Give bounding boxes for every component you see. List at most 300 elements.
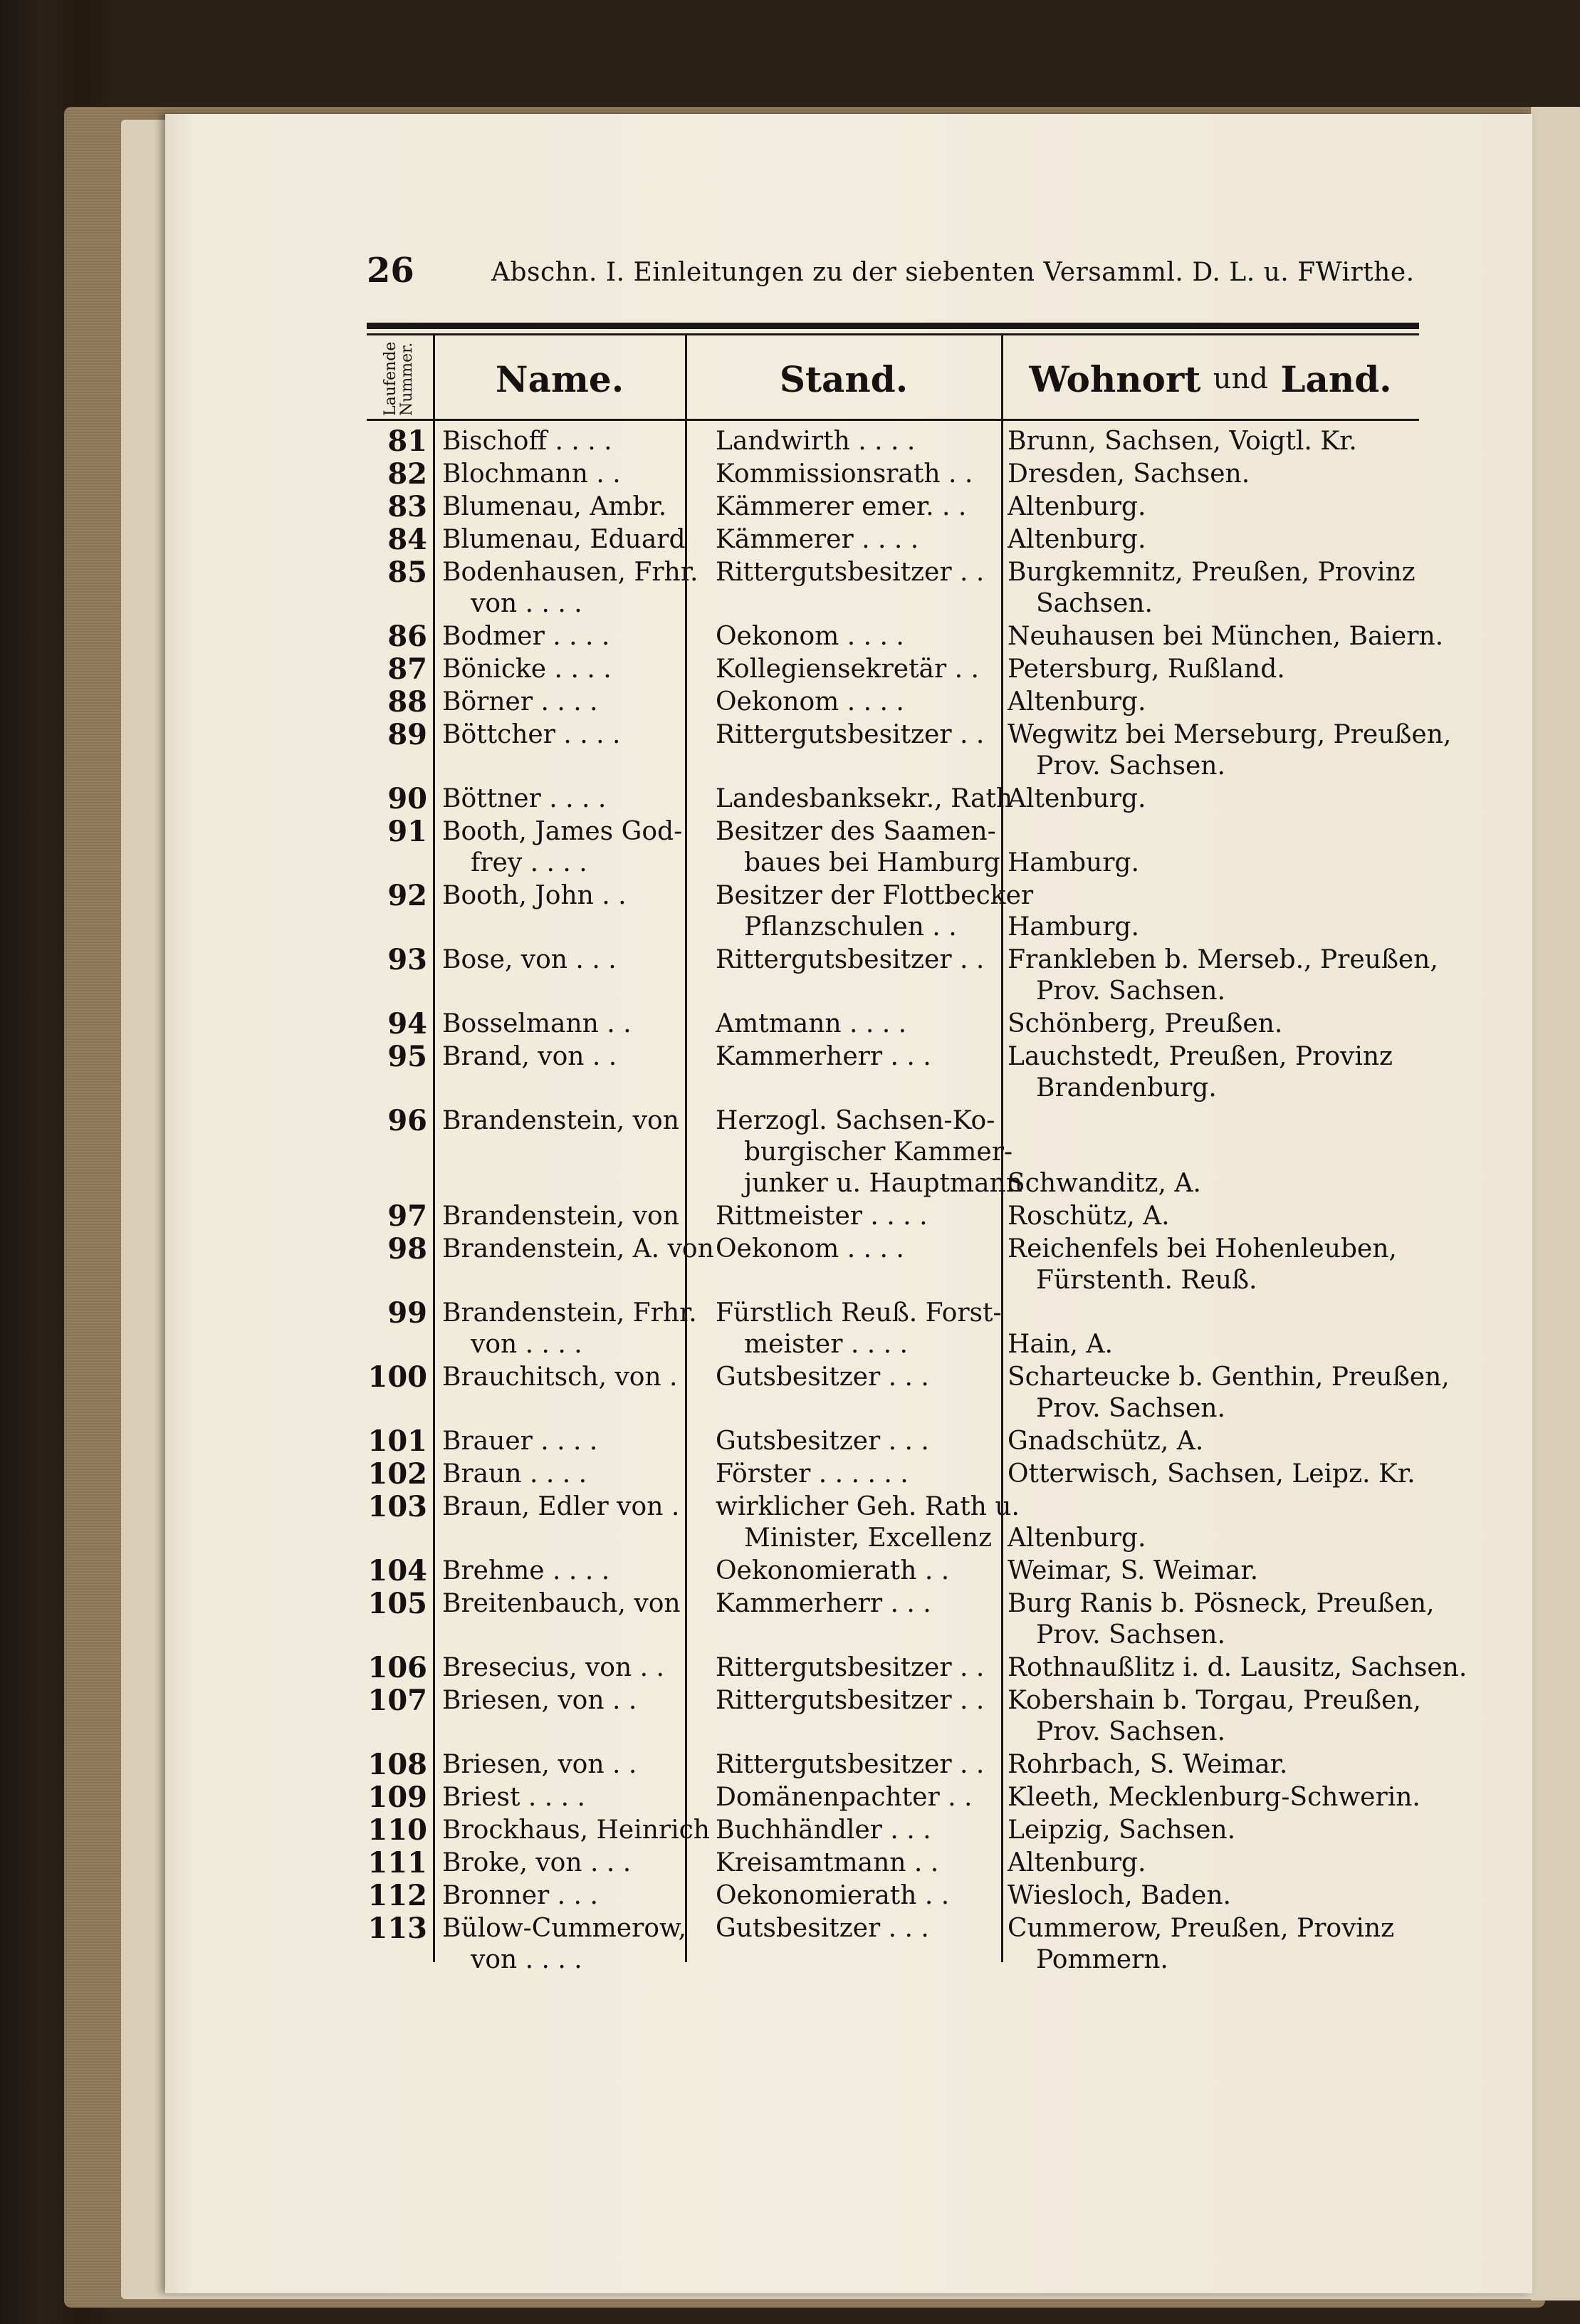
column-header-name: Name. bbox=[495, 358, 624, 400]
entry-stand bbox=[716, 1880, 993, 1912]
entry-stand-line: Gutsbesitzer . . . bbox=[716, 1427, 929, 1456]
table-row bbox=[367, 1234, 1419, 1296]
entry-wohnort bbox=[1008, 1588, 1435, 1651]
entry-number bbox=[367, 1362, 427, 1393]
entry-number bbox=[367, 1880, 427, 1912]
entry-wohnort bbox=[1008, 1782, 1435, 1813]
entry-number-line: 104 bbox=[367, 1554, 427, 1588]
table-row bbox=[367, 1201, 1419, 1232]
entry-number bbox=[367, 1556, 427, 1587]
entry-name-line: Brandenstein, A. von bbox=[442, 1234, 714, 1263]
entry-name-line: Briesen, von . . bbox=[442, 1686, 637, 1715]
table-row bbox=[367, 1815, 1419, 1846]
entry-name-line: Bischoff . . . . bbox=[442, 427, 612, 456]
entry-stand-line: Besitzer des Saamen- bbox=[716, 817, 996, 846]
table-row bbox=[367, 1848, 1419, 1879]
entry-number bbox=[367, 944, 427, 976]
entry-number-line: 84 bbox=[387, 523, 427, 556]
entry-stand-line: Rittergutsbesitzer . . bbox=[716, 945, 985, 974]
table-row bbox=[367, 1041, 1419, 1104]
entry-number bbox=[367, 1749, 427, 1781]
entry-name-line: Blumenau, Eduard bbox=[442, 525, 686, 554]
table-row bbox=[367, 1009, 1419, 1040]
entry-name bbox=[442, 1749, 691, 1781]
entry-name-line: Booth, James God- bbox=[442, 817, 683, 846]
entry-number bbox=[367, 654, 427, 685]
entry-wohnort bbox=[1008, 1041, 1435, 1104]
table-row bbox=[367, 1685, 1419, 1748]
entry-stand-line: Oekonom . . . . bbox=[716, 687, 904, 717]
entry-name bbox=[442, 1685, 691, 1716]
header-rule bbox=[367, 419, 1419, 421]
entry-name-line: Bosselmann . . bbox=[442, 1009, 632, 1038]
entry-stand-line: Oekonom . . . . bbox=[716, 622, 904, 651]
entry-number bbox=[367, 1201, 427, 1232]
entry-stand-line: Besitzer der Flottbecker bbox=[716, 881, 1034, 910]
entry-name bbox=[442, 459, 691, 490]
entry-stand bbox=[716, 687, 993, 718]
entry-number bbox=[367, 1105, 427, 1137]
table-row bbox=[367, 1426, 1419, 1457]
entry-wohnort-line: Neuhausen bei München, Baiern. bbox=[1008, 622, 1444, 651]
entry-name bbox=[442, 1234, 714, 1265]
entry-wohnort-line: Hamburg. bbox=[1008, 912, 1139, 942]
entry-wohnort bbox=[1008, 816, 1435, 879]
entry-wohnort bbox=[1008, 783, 1435, 815]
entry-name-line: Brandenstein, Frhr. bbox=[442, 1298, 697, 1328]
entry-wohnort bbox=[1008, 1105, 1435, 1199]
entry-name-line: Blumenau, Ambr. bbox=[442, 492, 667, 521]
entry-wohnort-line: Altenburg. bbox=[1008, 1848, 1146, 1877]
entry-stand bbox=[716, 1685, 993, 1716]
entry-name bbox=[442, 1556, 691, 1587]
entry-stand-line: Rittergutsbesitzer . . bbox=[716, 720, 985, 749]
table-row bbox=[367, 620, 1444, 653]
entry-name bbox=[442, 1848, 691, 1879]
entry-wohnort bbox=[1008, 491, 1435, 523]
entry-wohnort-line: Prov. Sachsen. bbox=[1036, 751, 1225, 781]
entry-name bbox=[442, 426, 691, 457]
entry-name-line: Brauer . . . . bbox=[442, 1427, 598, 1456]
entry-name-line: Bodmer . . . . bbox=[442, 622, 610, 651]
entry-wohnort bbox=[1008, 459, 1435, 490]
entry-stand bbox=[716, 783, 1013, 815]
entry-wohnort-line: Fürstenth. Reuß. bbox=[1036, 1266, 1257, 1295]
entry-stand-line: Fürstlich Reuß. Forst- bbox=[716, 1298, 1002, 1328]
entry-number bbox=[367, 1782, 427, 1813]
table-row bbox=[367, 426, 1419, 457]
entry-number-line: 89 bbox=[387, 718, 427, 751]
entry-name bbox=[442, 1426, 691, 1457]
entry-wohnort-line: Prov. Sachsen. bbox=[1036, 976, 1225, 1006]
entry-number-line: 83 bbox=[387, 490, 427, 523]
entry-name bbox=[442, 1782, 691, 1813]
entry-stand bbox=[716, 1782, 993, 1813]
entry-number bbox=[367, 687, 427, 718]
entry-number-line: 106 bbox=[367, 1651, 427, 1684]
facing-page-edge bbox=[1531, 107, 1580, 2300]
entry-stand bbox=[716, 1848, 993, 1879]
entry-stand bbox=[716, 1234, 993, 1265]
entry-stand bbox=[716, 944, 993, 976]
table-row bbox=[367, 880, 1419, 943]
entry-wohnort bbox=[1008, 1426, 1435, 1457]
entry-stand bbox=[716, 1201, 993, 1232]
entry-wohnort-line: Hain, A. bbox=[1008, 1330, 1113, 1359]
entry-number-line: 86 bbox=[387, 620, 427, 653]
entry-number-line: 100 bbox=[367, 1360, 427, 1394]
entry-wohnort-line: Rohrbach, S. Weimar. bbox=[1008, 1750, 1288, 1779]
entry-name-line: Braun, Edler von . bbox=[442, 1492, 680, 1521]
entry-name-line: Brehme . . . . bbox=[442, 1556, 610, 1585]
entry-stand-line: Rittergutsbesitzer . . bbox=[716, 558, 985, 587]
entry-wohnort-line: Brunn, Sachsen, Voigtl. Kr. bbox=[1008, 427, 1357, 456]
entry-wohnort-line: Roschütz, A. bbox=[1008, 1202, 1170, 1231]
entry-stand-line: Gutsbesitzer . . . bbox=[716, 1362, 929, 1392]
entry-name-line: Bose, von . . . bbox=[442, 945, 617, 974]
entry-name-line: Bülow-Cummerow, bbox=[442, 1914, 686, 1943]
table-row bbox=[367, 459, 1419, 490]
entry-wohnort bbox=[1008, 1009, 1435, 1040]
entry-name bbox=[442, 816, 691, 879]
entry-stand bbox=[716, 816, 1000, 879]
entry-wohnort-line: Petersburg, Rußland. bbox=[1008, 655, 1285, 684]
entry-wohnort bbox=[1008, 654, 1435, 685]
entry-wohnort bbox=[1008, 1848, 1435, 1879]
entry-wohnort-line: Altenburg. bbox=[1008, 1523, 1146, 1553]
entry-name bbox=[442, 687, 691, 718]
entry-wohnort-line: Burg Ranis b. Pösneck, Preußen, bbox=[1008, 1589, 1435, 1618]
entry-stand-line: Kollegiensekretär . . bbox=[716, 655, 980, 684]
entry-wohnort-line: Kleeth, Mecklenburg-Schwerin. bbox=[1008, 1783, 1421, 1812]
entry-number bbox=[367, 1588, 427, 1620]
entry-number bbox=[367, 719, 427, 751]
entry-stand-line: junker u. Hauptmann bbox=[744, 1169, 1022, 1198]
entry-stand bbox=[716, 1815, 993, 1846]
entry-wohnort bbox=[1008, 1913, 1435, 1976]
entry-stand-line: baues bei Hamburg bbox=[744, 848, 1000, 877]
entry-name bbox=[442, 944, 691, 976]
entry-stand bbox=[716, 719, 993, 751]
entry-name bbox=[442, 1201, 691, 1232]
entry-stand bbox=[716, 1426, 993, 1457]
entry-stand-line: Gutsbesitzer . . . bbox=[716, 1914, 929, 1943]
entry-name-line: Blochmann . . bbox=[442, 459, 621, 489]
entry-name bbox=[442, 880, 691, 912]
entry-wohnort bbox=[1008, 1201, 1435, 1232]
entry-name bbox=[442, 1913, 691, 1976]
entry-wohnort-line: Pommern. bbox=[1036, 1945, 1168, 1974]
entry-wohnort-line: Altenburg. bbox=[1008, 687, 1146, 717]
entry-stand-line: wirklicher Geh. Rath u. bbox=[716, 1492, 1020, 1521]
entry-wohnort-line: Leipzig, Sachsen. bbox=[1008, 1815, 1236, 1845]
entry-name bbox=[442, 654, 691, 685]
entry-stand bbox=[716, 1105, 1022, 1199]
entry-number-line: 94 bbox=[387, 1007, 427, 1041]
entry-stand-line: Kreisamtmann . . bbox=[716, 1848, 939, 1877]
entry-name-line: von . . . . bbox=[471, 1945, 582, 1974]
entry-number bbox=[367, 1652, 427, 1684]
entry-wohnort bbox=[1008, 1749, 1435, 1781]
entry-name bbox=[442, 491, 691, 523]
entry-number bbox=[367, 1815, 427, 1846]
column-header-number: Laufende Nummer. bbox=[381, 341, 416, 417]
entry-stand bbox=[716, 1041, 993, 1073]
entry-number-line: 107 bbox=[367, 1684, 427, 1717]
entry-name-line: von . . . . bbox=[471, 589, 582, 618]
table-row bbox=[367, 524, 1419, 556]
entry-stand-line: Rittergutsbesitzer . . bbox=[716, 1653, 985, 1682]
entry-stand-line: Förster . . . . . . bbox=[716, 1459, 909, 1489]
table-row bbox=[367, 1587, 1435, 1651]
entry-wohnort-line: Brandenburg. bbox=[1036, 1073, 1217, 1103]
entry-stand-line: Oekonomierath . . bbox=[716, 1556, 950, 1585]
entry-name bbox=[442, 524, 691, 556]
entry-number-line: 87 bbox=[387, 652, 427, 686]
table-row bbox=[367, 1749, 1419, 1781]
entry-name-line: Briesen, von . . bbox=[442, 1750, 637, 1779]
table-row bbox=[367, 1913, 1419, 1976]
entry-number-line: 88 bbox=[387, 685, 427, 719]
entry-name-line: Börner . . . . bbox=[442, 687, 598, 717]
table-row bbox=[367, 557, 1419, 620]
entry-stand bbox=[716, 621, 993, 652]
entry-wohnort-line: Rothnaußlitz i. d. Lausitz, Sachsen. bbox=[1008, 1653, 1467, 1682]
entry-number bbox=[367, 426, 427, 457]
entry-wohnort-line: Prov. Sachsen. bbox=[1036, 1394, 1225, 1423]
table-row bbox=[367, 943, 1438, 1007]
page-number: 26 bbox=[367, 251, 414, 291]
entry-number-line: 109 bbox=[367, 1781, 427, 1814]
entry-number-line: 81 bbox=[387, 424, 427, 458]
entry-stand-line: Landwirth . . . . bbox=[716, 427, 916, 456]
table-row bbox=[367, 1491, 1419, 1554]
column-header-wohnort-word: Wohnort bbox=[1029, 358, 1201, 400]
entry-number-line: 82 bbox=[387, 457, 427, 491]
entry-name bbox=[442, 783, 691, 815]
running-header bbox=[367, 251, 1477, 293]
table-row bbox=[367, 1556, 1419, 1587]
entry-wohnort bbox=[1008, 880, 1435, 943]
entry-stand bbox=[716, 1913, 993, 1944]
entry-wohnort-line: Schönberg, Preußen. bbox=[1008, 1009, 1283, 1038]
entry-number bbox=[367, 621, 427, 652]
entry-stand bbox=[716, 1362, 993, 1393]
entry-number-line: 85 bbox=[387, 556, 427, 589]
entry-wohnort bbox=[1008, 1491, 1435, 1554]
entry-stand-line: Rittergutsbesitzer . . bbox=[716, 1750, 985, 1779]
entry-stand bbox=[716, 1749, 993, 1781]
entry-stand-line: Rittmeister . . . . bbox=[716, 1202, 928, 1231]
entry-name-line: Brockhaus, Heinrich bbox=[442, 1815, 710, 1845]
entry-wohnort-line: Schwanditz, A. bbox=[1008, 1169, 1201, 1198]
entry-stand-line: Herzogl. Sachsen-Ko- bbox=[716, 1106, 995, 1135]
entry-number bbox=[367, 1491, 427, 1523]
entry-number bbox=[367, 524, 427, 556]
entry-number bbox=[367, 491, 427, 523]
entry-wohnort-line: Frankleben b. Merseb., Preußen, bbox=[1008, 945, 1438, 974]
entry-number-line: 110 bbox=[367, 1813, 427, 1847]
entry-wohnort bbox=[1008, 1362, 1450, 1424]
entry-name-line: Broke, von . . . bbox=[442, 1848, 632, 1877]
entry-number bbox=[367, 459, 427, 490]
entry-name bbox=[442, 1298, 697, 1360]
table-row bbox=[367, 1298, 1419, 1360]
column-header-land: Land. bbox=[1280, 358, 1392, 400]
entry-wohnort bbox=[1008, 1652, 1467, 1684]
entry-name bbox=[442, 621, 691, 652]
entry-stand bbox=[716, 880, 1034, 943]
entry-stand bbox=[716, 1009, 993, 1040]
top-rule-thick bbox=[367, 323, 1419, 329]
entry-wohnort bbox=[1008, 621, 1444, 652]
entry-stand bbox=[716, 491, 993, 523]
entry-stand-line: Kommissionsrath . . bbox=[716, 459, 973, 489]
entry-number bbox=[367, 880, 427, 912]
entry-name bbox=[442, 1009, 691, 1040]
entry-number-line: 99 bbox=[387, 1296, 427, 1330]
entry-wohnort bbox=[1008, 687, 1435, 718]
entry-wohnort-line: Scharteucke b. Genthin, Preußen, bbox=[1008, 1362, 1450, 1392]
entry-number-line: 112 bbox=[367, 1879, 427, 1912]
entry-name-line: Breitenbauch, von bbox=[442, 1589, 681, 1618]
entry-wohnort-line: Hamburg. bbox=[1008, 848, 1139, 877]
entry-stand-line: Oekonomierath . . bbox=[716, 1881, 950, 1910]
entry-number bbox=[367, 1041, 427, 1073]
column-header-stand: Stand. bbox=[779, 358, 909, 400]
entry-name-line: Bodenhausen, Frhr. bbox=[442, 558, 699, 587]
entry-name bbox=[442, 557, 699, 620]
entry-wohnort bbox=[1008, 1234, 1435, 1296]
entry-stand bbox=[716, 1298, 1002, 1360]
top-rule-thin bbox=[367, 333, 1419, 335]
table-row bbox=[367, 654, 1419, 685]
table-row bbox=[367, 816, 1419, 879]
entry-name-line: Brandenstein, von bbox=[442, 1106, 679, 1135]
entry-number-line: 90 bbox=[387, 782, 427, 816]
entry-wohnort-line: Burgkemnitz, Preußen, Provinz bbox=[1008, 558, 1416, 587]
entry-name-line: Briest . . . . bbox=[442, 1783, 585, 1812]
entry-wohnort-line: Cummerow, Preußen, Provinz bbox=[1008, 1914, 1395, 1943]
entry-stand-line: Landesbanksekr., Rath bbox=[716, 784, 1013, 813]
entry-stand-line: Buchhändler . . . bbox=[716, 1815, 931, 1845]
table-row bbox=[367, 1651, 1467, 1684]
table-row bbox=[367, 1360, 1450, 1424]
entry-name bbox=[442, 1880, 691, 1912]
entry-number-line: 92 bbox=[387, 879, 427, 912]
entry-stand-line: Kämmerer . . . . bbox=[716, 525, 919, 554]
entry-number bbox=[367, 1459, 427, 1490]
entry-wohnort-line: Prov. Sachsen. bbox=[1036, 1717, 1225, 1746]
entry-name bbox=[442, 719, 691, 751]
entry-number-line: 103 bbox=[367, 1490, 427, 1523]
entry-name bbox=[442, 1491, 691, 1523]
entry-wohnort bbox=[1008, 1556, 1435, 1587]
entry-name-line: Brauchitsch, von . bbox=[442, 1362, 678, 1392]
entry-wohnort bbox=[1008, 524, 1435, 556]
entry-number bbox=[367, 1234, 427, 1265]
table-row bbox=[367, 491, 1419, 523]
entry-stand bbox=[716, 1459, 993, 1490]
entry-wohnort-line: Wegwitz bei Merseburg, Preußen, bbox=[1008, 720, 1452, 749]
entry-stand bbox=[716, 1556, 993, 1587]
entry-name-line: von . . . . bbox=[471, 1330, 582, 1359]
entry-wohnort bbox=[1008, 557, 1435, 620]
entry-stand bbox=[716, 1491, 1020, 1554]
entry-name-line: Bronner . . . bbox=[442, 1881, 598, 1910]
entry-wohnort-line: Dresden, Sachsen. bbox=[1008, 459, 1250, 489]
entry-wohnort-line: Sachsen. bbox=[1036, 589, 1153, 618]
entry-number bbox=[367, 1426, 427, 1457]
entry-wohnort bbox=[1008, 426, 1435, 457]
entry-stand-line: Kammerherr . . . bbox=[716, 1042, 931, 1071]
entry-stand bbox=[716, 459, 993, 490]
entry-wohnort-line: Prov. Sachsen. bbox=[1036, 1620, 1225, 1650]
table-row bbox=[367, 1459, 1419, 1490]
entry-name-line: Böttcher . . . . bbox=[442, 720, 621, 749]
entry-number-line: 97 bbox=[387, 1199, 427, 1233]
entry-wohnort-line: Gnadschütz, A. bbox=[1008, 1427, 1204, 1456]
entry-stand bbox=[716, 524, 993, 556]
entry-stand bbox=[716, 426, 993, 457]
entry-number-line: 93 bbox=[387, 943, 427, 976]
entry-stand bbox=[716, 557, 993, 588]
entry-stand-line: Minister, Excellenz bbox=[744, 1523, 992, 1553]
entry-wohnort bbox=[1008, 944, 1438, 1007]
entry-stand-line: Domänenpachter . . bbox=[716, 1783, 973, 1812]
entry-wohnort bbox=[1008, 1815, 1435, 1846]
table-row bbox=[367, 1880, 1419, 1912]
entry-number-line: 111 bbox=[367, 1846, 427, 1880]
entry-number bbox=[367, 1009, 427, 1040]
entry-stand-line: Kammerherr . . . bbox=[716, 1589, 931, 1618]
table-row bbox=[367, 1105, 1419, 1199]
column-header-und: und bbox=[1213, 363, 1268, 395]
entry-wohnort-line: Altenburg. bbox=[1008, 784, 1146, 813]
entry-name-line: Böttner . . . . bbox=[442, 784, 607, 813]
entry-wohnort bbox=[1008, 1880, 1435, 1912]
entry-name bbox=[442, 1362, 691, 1393]
entry-wohnort-line: Kobershain b. Torgau, Preußen, bbox=[1008, 1686, 1421, 1715]
entry-name-line: Bönicke . . . . bbox=[442, 655, 612, 684]
entry-number-line: 101 bbox=[367, 1424, 427, 1458]
entry-number-line: 95 bbox=[387, 1040, 427, 1073]
entry-number bbox=[367, 1848, 427, 1879]
entry-stand bbox=[716, 1588, 993, 1620]
table-row bbox=[367, 718, 1452, 782]
entry-number-line: 113 bbox=[367, 1912, 427, 1945]
entry-name-line: Booth, John . . bbox=[442, 881, 627, 910]
table-row bbox=[367, 783, 1419, 815]
entry-number bbox=[367, 1298, 427, 1329]
entry-number bbox=[367, 1685, 427, 1716]
entry-wohnort-line: Lauchstedt, Preußen, Provinz bbox=[1008, 1042, 1393, 1071]
entry-stand bbox=[716, 654, 993, 685]
column-header-wohnort bbox=[1004, 340, 1417, 417]
entry-stand-line: Amtmann . . . . bbox=[716, 1009, 907, 1038]
entry-name-line: frey . . . . bbox=[471, 848, 587, 877]
entry-number-line: 96 bbox=[387, 1104, 427, 1137]
entry-name bbox=[442, 1105, 691, 1137]
running-title: Abschn. I. Einleitungen zu der siebenten Versamml. D. L. u. FWirthe. bbox=[491, 258, 1415, 287]
entry-wohnort-line: Wiesloch, Baden. bbox=[1008, 1881, 1231, 1910]
entry-stand-line: Rittergutsbesitzer . . bbox=[716, 1686, 985, 1715]
entry-number-line: 105 bbox=[367, 1587, 427, 1620]
entry-number-line: 98 bbox=[387, 1232, 427, 1266]
entry-stand-line: Oekonom . . . . bbox=[716, 1234, 904, 1263]
entry-number-line: 91 bbox=[387, 815, 427, 848]
table-row bbox=[367, 1782, 1419, 1813]
